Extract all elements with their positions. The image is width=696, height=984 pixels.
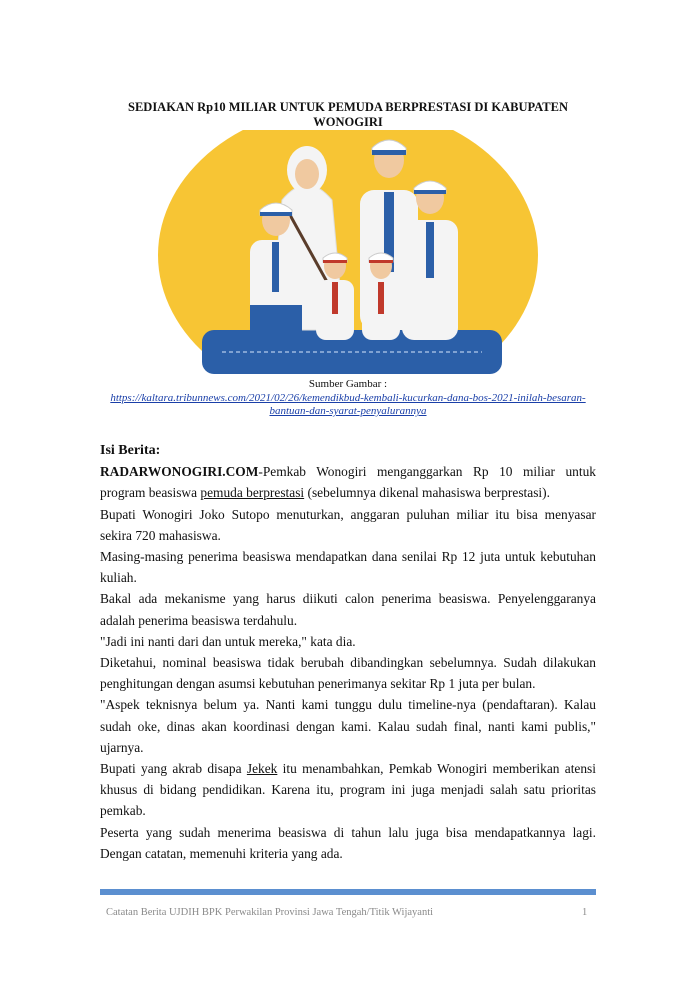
- page-number: 1: [582, 907, 588, 918]
- pemuda-berprestasi-link[interactable]: pemuda berprestasi: [200, 485, 305, 501]
- paragraph-3: Masing-masing penerima beasiswa mendapatkan dana senilai Rp 12 juta untuk kebutuhan kuliah.: [100, 549, 596, 586]
- paragraph-1: RADARWONOGIRI.COM-Pemkab Wonogiri menganggarkan Rp 10 miliar untuk program beasiswa pemuda berprestasi (sebelumnya dikenal mahasiswa berprestasi).: [100, 464, 596, 501]
- section-heading: Isi Berita:: [100, 443, 161, 458]
- paragraph-4: Bakal ada mekanisme yang harus diikuti calon penerima beasiswa. Penyelenggaranya adalah penerima beasiswa terdahulu.: [100, 591, 596, 628]
- paragraph-8: Bupati yang akrab disapa Jekek itu menambahkan, Pemkab Wonogiri memberikan atensi khusus di bidang pendidikan. Karena itu, program ini juga menjadi salah satu prioritas pemkab.: [100, 761, 596, 819]
- image-caption: [100, 378, 596, 419]
- document-title: SEDIAKAN Rp10 MILIAR UNTUK PEMUDA BERPRESTASI DI KABUPATEN WONOGIRI: [128, 100, 568, 129]
- paragraph-5: "Jadi ini nanti dari dan untuk mereka," kata dia.: [100, 633, 356, 649]
- paragraph-2: Bupati Wonogiri Joko Sutopo menuturkan, anggaran puluhan miliar itu bisa menyasar sekira 720 mahasiswa.: [100, 506, 596, 543]
- caption-label: Sumber Gambar :: [308, 378, 388, 390]
- caption-source-link[interactable]: https://kaltara.tribunnews.com/2021/02/26/kemendikbud-kembali-kucurkan-dana-bos-2021-inilah-besaran-bantuan-dan-syarat-penyalurannya: [110, 391, 586, 417]
- footer-divider-bar: [100, 889, 596, 895]
- paragraph-6: Diketahui, nominal beasiswa tidak berubah dibandingkan sebelumnya. Sudah dilakukan penghitungan dengan asumsi kebutuhan penerimanya sekitar Rp 1 juta per bulan.: [100, 655, 596, 692]
- source-lead: RADARWONOGIRI.COM: [100, 464, 259, 480]
- jekek-link[interactable]: Jekek: [246, 761, 278, 777]
- paragraph-9: Peserta yang sudah menerima beasiswa di tahun lalu juga bisa mendapatkannya lagi. Dengan catatan, memenuhi kriteria yang ada.: [100, 824, 596, 861]
- footer-text: Catatan Berita UJDIH BPK Perwakilan Provinsi Jawa Tengah/Titik Wijayanti: [106, 907, 434, 918]
- paragraph-7: "Aspek teknisnya belum ya. Nanti kami tunggu dulu timeline-nya (pendaftaran). Kalau sudah oke, dinas akan koordinasi dengan kami. Kalau sudah final, nanti kami publis," ujarnya.: [100, 697, 596, 755]
- article-body: [100, 440, 596, 864]
- family-students-illustration: [132, 130, 564, 374]
